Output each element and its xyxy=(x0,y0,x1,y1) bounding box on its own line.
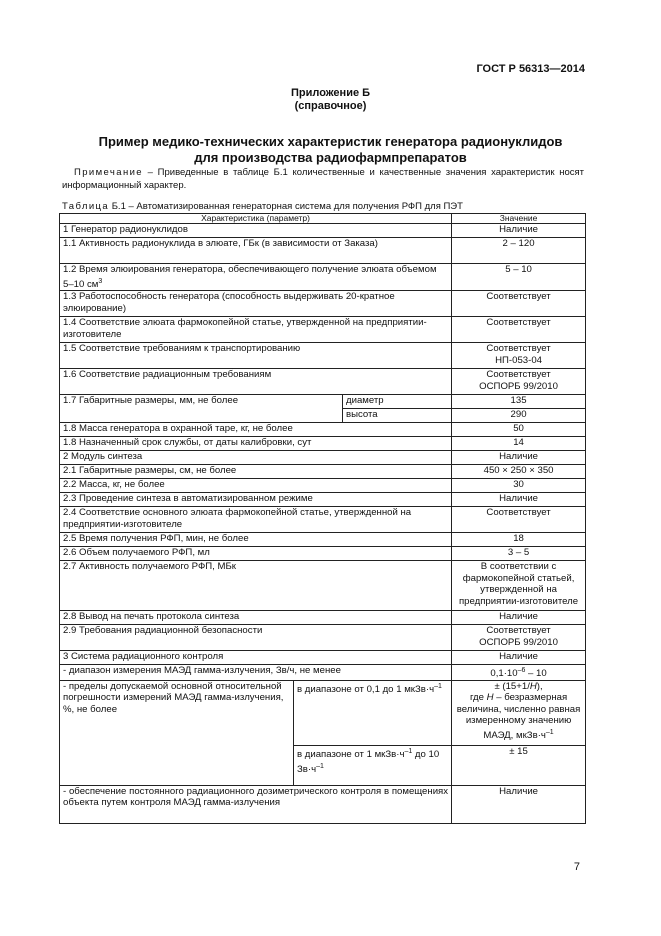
param-cell xyxy=(60,264,452,291)
param-cell: 2.5 Время получения РФП, мин, не более xyxy=(60,533,452,547)
value-text: где xyxy=(469,692,487,704)
standard-code: ГОСТ Р 56313—2014 xyxy=(476,63,585,75)
value-cell: Наличие xyxy=(452,493,586,507)
annex-subtitle: (справочное) xyxy=(294,100,367,112)
note-text: – Приведенные в таблице Б.1 количественные и качественные значения характеристик носят информационный характер. xyxy=(62,167,584,191)
range-text: в диапазоне от 0,1 до 1 мкЗв·ч xyxy=(297,684,435,696)
param-cell: 2.4 Соответствие основного элюата фармокопейной статье, утвержденной на предприятии-изготовителе xyxy=(60,507,452,533)
value-cell xyxy=(452,680,586,745)
value-cell: 2 – 120 xyxy=(452,238,586,264)
param-cell: 1.3 Работоспособность генератора (способность выдерживать 20-кратное элюирование) xyxy=(60,291,452,317)
param-cell: 2.8 Вывод на печать протокола синтеза xyxy=(60,611,452,625)
value-text: ), xyxy=(536,680,543,692)
param-text: 1.2 Время элюирования генератора, обеспечивающего получение элюата объемом 5–10 см xyxy=(63,264,437,290)
value-line: Соответствует xyxy=(486,343,551,355)
value-italic: H xyxy=(529,680,537,692)
range-text: в диапазоне от 1 мкЗв·ч xyxy=(297,749,405,761)
header-param: Характеристика (параметр) xyxy=(60,214,452,224)
table-row xyxy=(60,395,586,409)
table-row xyxy=(60,533,586,547)
value-cell: Соответствует xyxy=(452,507,586,533)
note-paragraph xyxy=(62,167,584,192)
value-cell: 450 × 250 × 350 xyxy=(452,465,586,479)
page-title xyxy=(60,134,601,166)
table-row xyxy=(60,611,586,625)
table-row xyxy=(60,493,586,507)
page-number: 7 xyxy=(573,861,580,873)
value-text: – безразмерная величина, численно равная измеренному значению МАЭД, мкЗв·ч xyxy=(456,692,581,742)
range-sup: –1 xyxy=(434,682,442,690)
range-cell xyxy=(294,745,452,785)
table-row xyxy=(60,423,586,437)
value-cell: 18 xyxy=(452,533,586,547)
value-cell: ± 15 xyxy=(452,745,586,785)
value-cell xyxy=(452,625,586,651)
param-cell: 2.6 Объем получаемого РФП, мл xyxy=(60,547,452,561)
param-sup: 3 xyxy=(98,277,103,285)
annex-title: Приложение Б xyxy=(290,87,371,99)
value-cell: Наличие xyxy=(452,611,586,625)
table-row xyxy=(60,264,586,291)
param-cell: 1.8 Назначенный срок службы, от даты калибровки, сут xyxy=(60,437,452,451)
param-cell: 2.1 Габаритные размеры, см, не более xyxy=(60,465,452,479)
param-cell: 3 Система радиационного контроля xyxy=(60,651,452,665)
value-cell: Соответствует xyxy=(452,317,586,343)
table-row xyxy=(60,224,586,238)
table-row xyxy=(60,437,586,451)
table-caption xyxy=(62,201,463,212)
value-sup: –6 xyxy=(517,667,526,675)
value-italic: H xyxy=(486,692,494,704)
param-cell: 1.5 Соответствие требованиям к транспортированию xyxy=(60,343,452,369)
value-line: ОСПОРБ 99/2010 xyxy=(479,380,558,392)
param-cell: 2 Модуль синтеза xyxy=(60,451,452,465)
value-cell: Соответствует xyxy=(452,291,586,317)
param-cell: 2.2 Масса, кг, не более xyxy=(60,479,452,493)
value-cell xyxy=(452,369,586,395)
param-cell: - диапазон измерения МАЭД гамма-излучения, Зв/ч, не менее xyxy=(60,665,452,681)
table-row xyxy=(60,317,586,343)
table-row xyxy=(60,507,586,533)
param-cell: 1 Генератор радионуклидов xyxy=(60,224,452,238)
param-cell: 2.7 Активность получаемого РФП, МБк xyxy=(60,561,452,611)
table-row xyxy=(60,785,586,823)
table-row xyxy=(60,680,586,745)
param-cell: 1.8 Масса генератора в охранной таре, кг, не более xyxy=(60,423,452,437)
page-title-line1: Пример медико-технических характеристик генератора радионуклидов xyxy=(98,134,563,149)
value-text: ± (15+1/ xyxy=(494,680,530,692)
page-title-line2: для производства радиофармпрепаратов xyxy=(194,150,467,165)
value-cell: 14 xyxy=(452,437,586,451)
value-sup: –1 xyxy=(545,728,554,736)
value-cell: В соответствии с фармокопейной статьей, утвержденной на предприятии-изготовителе xyxy=(452,561,586,611)
value-line: Соответствует xyxy=(486,625,551,637)
param-cell: 2.9 Требования радиационной безопасности xyxy=(60,625,452,651)
value-cell: 135 xyxy=(452,395,586,409)
value-cell xyxy=(452,665,586,681)
value-line: НП-053-04 xyxy=(495,354,543,366)
subparam-cell: высота xyxy=(343,409,452,423)
table-row xyxy=(60,547,586,561)
value-cell: 50 xyxy=(452,423,586,437)
value-text: 0,1·10 xyxy=(490,668,518,680)
value-cell: Наличие xyxy=(452,224,586,238)
table-caption-text: Б.1 – Автоматизированная генераторная система для получения РФП для ПЭТ xyxy=(109,201,463,212)
subparam-cell: диаметр xyxy=(343,395,452,409)
table-row xyxy=(60,465,586,479)
table-row xyxy=(60,665,586,681)
table-header-row xyxy=(60,214,586,224)
value-cell: Наличие xyxy=(452,651,586,665)
param-cell: - пределы допускаемой основной относительной погрешности измерений МАЭД гамма-излучения, %, не более xyxy=(60,680,294,785)
table-row xyxy=(60,238,586,264)
range-sup: –1 xyxy=(404,747,413,755)
table-row xyxy=(60,479,586,493)
range-cell xyxy=(294,680,452,745)
range-text: до 10 Зв·ч xyxy=(297,749,440,775)
param-cell: - обеспечение постоянного радиационного дозиметрического контроля в помещениях объекта путем контроля МАЭД гамма-излучения xyxy=(60,785,452,823)
table-row xyxy=(60,369,586,395)
value-line: Соответствует xyxy=(486,369,551,381)
annex-heading xyxy=(0,87,661,113)
range-sup: –1 xyxy=(316,762,324,770)
spec-table xyxy=(59,213,586,824)
table-row xyxy=(60,343,586,369)
header-value: Значение xyxy=(452,214,586,224)
param-cell: 2.3 Проведение синтеза в автоматизированном режиме xyxy=(60,493,452,507)
value-line: ОСПОРБ 99/2010 xyxy=(479,636,558,648)
value-cell: 5 – 10 xyxy=(452,264,586,291)
param-cell: 1.7 Габаритные размеры, мм, не более xyxy=(60,395,343,423)
param-cell: 1.4 Соответствие элюата фармокопейной статье, утвержденной на предприятии-изготовителе xyxy=(60,317,452,343)
table-row xyxy=(60,625,586,651)
value-cell: Наличие xyxy=(452,451,586,465)
table-row xyxy=(60,651,586,665)
value-cell: 3 – 5 xyxy=(452,547,586,561)
value-cell xyxy=(452,343,586,369)
table-row xyxy=(60,561,586,611)
table-row xyxy=(60,291,586,317)
value-cell: 290 xyxy=(452,409,586,423)
value-cell: 30 xyxy=(452,479,586,493)
note-label: Примечание xyxy=(74,167,143,178)
param-cell: 1.6 Соответствие радиационным требованиям xyxy=(60,369,452,395)
value-cell: Наличие xyxy=(452,785,586,823)
param-cell: 1.1 Активность радионуклида в элюате, ГБк (в зависимости от Заказа) xyxy=(60,238,452,264)
value-text: – 10 xyxy=(525,668,547,680)
table-row xyxy=(60,451,586,465)
table-caption-label: Таблица xyxy=(62,201,110,212)
